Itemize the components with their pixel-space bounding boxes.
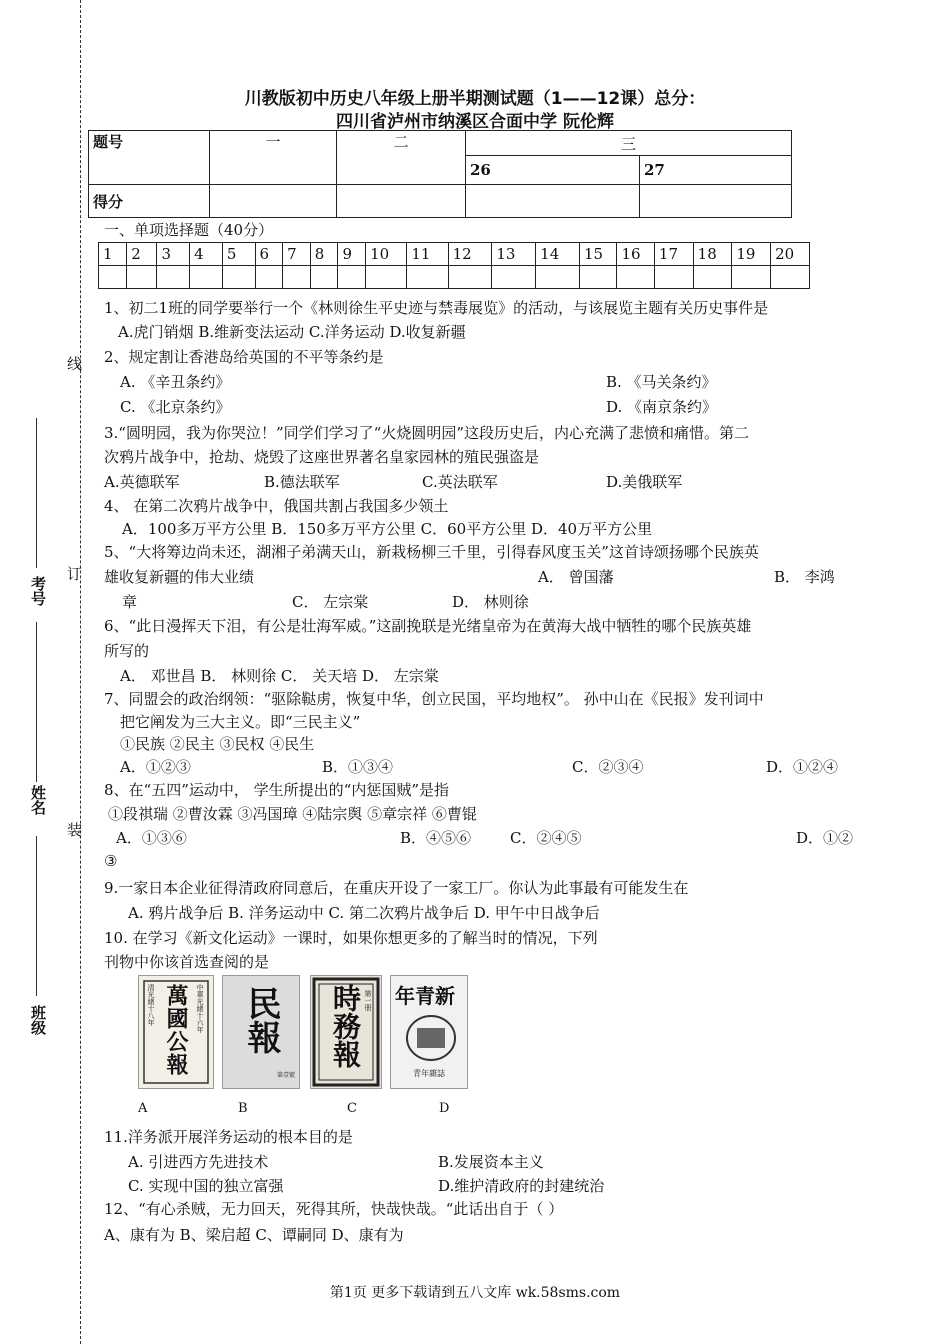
page-subtitle: 四川省泸州市纳溪区合面中学 阮伦辉 — [336, 112, 614, 132]
answer-grid-number: 5 — [222, 243, 255, 266]
answer-grid-blank-cell[interactable] — [617, 266, 654, 289]
poster-d-title: 新青年 — [395, 984, 455, 1008]
answer-grid-number: 10 — [366, 243, 407, 266]
answer-grid-number: 2 — [127, 243, 157, 266]
q3-option-c: C.英法联军 — [422, 473, 498, 491]
answer-grid-blank-cell[interactable] — [310, 266, 338, 289]
answer-grid-number: 16 — [617, 243, 654, 266]
answer-grid-number: 1 — [99, 243, 127, 266]
q3-stem-line2: 次鸦片战争中，抢劫、烧毁了这座世界著名皇家园林的殖民强盗是 — [104, 448, 540, 466]
q11-option-b: B.发展资本主义 — [438, 1153, 544, 1171]
q10-stem-line2: 刊物中你该首选查阅的是 — [104, 953, 270, 971]
poster-a-title: 萬國公報 — [163, 984, 189, 1076]
score-cell-26[interactable] — [466, 185, 640, 218]
answer-grid-number: 13 — [492, 243, 536, 266]
q11-option-a: A. 引进西方先进技术 — [128, 1153, 269, 1171]
score-table-col-26: 26 — [466, 156, 640, 185]
q4-stem: 4、 在第二次鸦片战争中，俄国共割占我国多少领土 — [104, 497, 449, 515]
page-title: 川教版初中历史八年级上册半期测试题（1——12课）总分： — [244, 89, 706, 109]
answer-grid-number: 12 — [448, 243, 492, 266]
q8-option-d: D．①② — [796, 829, 854, 847]
answer-grid-number: 3 — [157, 243, 190, 266]
q5-stem-line1: 5、“大将筹边尚未还，湖湘子弟满天山，新栽杨柳三千里，引得春风度玉关”这首诗颂扬哪个民族英 — [104, 543, 759, 561]
poster-b-title: 民報 — [241, 986, 281, 1054]
banji-label: 班级 — [29, 1005, 47, 1035]
q3-option-d: D.美俄联军 — [606, 473, 683, 491]
poster-d-sub: 青年雜誌 — [413, 1069, 445, 1078]
q2-option-c: C. 《北京条约》 — [120, 398, 231, 416]
q12-options: A、康有为 B、梁启超 C、谭嗣同 D、康有为 — [104, 1226, 404, 1244]
q7-items: ①民族 ②民主 ③民权 ④民生 — [120, 735, 315, 753]
q7-option-a: A．①②③ — [120, 758, 191, 776]
q10-label-d: D — [439, 1101, 450, 1116]
q12-stem: 12、“有心杀贼，无力回天，死得其所，快哉快哉。“此话出自于（ ） — [104, 1200, 564, 1218]
q8-option-a: A．①③⑥ — [116, 829, 187, 847]
q3-stem-line1: 3.“圆明园，我为你哭泣！”同学们学习了“火烧圆明园”这段历史后，内心充满了悲愤和痛惜。第二 — [104, 424, 749, 442]
answer-grid-number: 6 — [255, 243, 283, 266]
q11-option-d: D.维护清政府的封建统治 — [438, 1177, 605, 1195]
q5-option-d: D． 林则徐 — [452, 593, 529, 611]
q10-label-a: A — [138, 1101, 148, 1116]
q7-stem-line1: 7、同盟会的政治纲领：“驱除鞑虏，恢复中华，创立民国，平均地权”。 孙中山在《民报》发刊词中 — [104, 690, 764, 708]
answer-grid-blank-row — [99, 266, 810, 289]
q6-stem-line1: 6、“此日漫挥天下泪，有公是壮海军威。”这副挽联是光绪皇帝为在黄海大战中牺牲的哪个民族英雄 — [104, 617, 752, 635]
q11-option-c: C. 实现中国的独立富强 — [128, 1177, 284, 1195]
q4-options: A．100多万平方公里 B．150多万平方公里 C．60平方公里 D．40万平方公里 — [122, 520, 653, 538]
answer-grid-number-row — [99, 243, 810, 266]
answer-grid-blank-cell[interactable] — [536, 266, 580, 289]
xingming-blank-line — [36, 836, 37, 996]
answer-grid-blank-cell[interactable] — [407, 266, 448, 289]
answer-grid-number: 17 — [654, 243, 693, 266]
answer-grid-number: 19 — [732, 243, 771, 266]
answer-grid-number: 14 — [536, 243, 580, 266]
xingming-label: 姓名 — [29, 785, 47, 815]
score-table-tihao: 题号 — [89, 131, 210, 185]
score-cell-er[interactable] — [337, 185, 466, 218]
score-cell-yi[interactable] — [210, 185, 337, 218]
score-table-col-san: 三 — [466, 131, 792, 156]
score-table-col-yi: 一 — [210, 131, 337, 185]
answer-grid-blank-cell[interactable] — [448, 266, 492, 289]
answer-grid-blank-cell[interactable] — [654, 266, 693, 289]
q8-option-c: C．②④⑤ — [510, 829, 582, 847]
q10-stem-line1: 10. 在学习《新文化运动》一课时，如果你想更多的了解当时的情况，下列 — [104, 929, 598, 947]
score-cell-27[interactable] — [640, 185, 792, 218]
q1-stem: 1、初二1班的同学要举行一个《林则徐生平史迹与禁毒展览》的活动，与该展览主题有关历史事件是 — [104, 299, 769, 317]
answer-grid-blank-cell[interactable] — [127, 266, 157, 289]
q5-option-b: B． 李鸿 — [774, 568, 835, 586]
answer-grid-number: 18 — [693, 243, 732, 266]
q11-stem: 11.洋务派开展洋务运动的根本目的是 — [104, 1128, 353, 1146]
q10-label-b: B — [238, 1101, 248, 1116]
answer-grid-blank-cell[interactable] — [190, 266, 223, 289]
q2-option-d: D. 《南京条约》 — [606, 398, 718, 416]
poster-a-side-2: 中華光緒十六年 — [196, 984, 204, 1033]
answer-grid-number: 8 — [310, 243, 338, 266]
binding-label-ding: 订 — [65, 566, 83, 581]
binding-label-xian: 线 — [65, 356, 83, 371]
q7-stem-line2: 把它阐发为三大主义。即“三民主义” — [120, 713, 361, 731]
q8-option-d-cont: ③ — [104, 852, 118, 870]
score-table-col-27: 27 — [640, 156, 792, 185]
poster-c-shiwubao — [310, 975, 382, 1089]
poster-c-side: 第一册 — [364, 990, 372, 1011]
answer-grid-number: 4 — [190, 243, 223, 266]
q3-option-a: A.英德联军 — [104, 473, 180, 491]
answer-grid-number: 7 — [283, 243, 311, 266]
score-table — [88, 130, 792, 218]
kaohao-blank-line — [36, 418, 37, 568]
q7-option-d: D．①②④ — [766, 758, 839, 776]
score-table-col-er: 二 — [337, 131, 466, 185]
answer-grid-blank-cell[interactable] — [222, 266, 255, 289]
answer-grid — [98, 242, 810, 289]
q5-option-a: A． 曾国藩 — [538, 568, 614, 586]
q1-options: A.虎门销烟 B.维新变法运动 C.洋务运动 D.收复新疆 — [118, 323, 466, 341]
q5-stem-line2: 雄收复新疆的伟大业绩 — [104, 568, 255, 586]
binding-dashed-line — [80, 0, 81, 1344]
q8-items: ①段祺瑞 ②曹汝霖 ③冯国璋 ④陆宗舆 ⑤章宗祥 ⑥曹锟 — [108, 805, 477, 823]
q7-option-b: B．①③④ — [322, 758, 394, 776]
poster-d-xinqingnian — [390, 975, 468, 1089]
answer-grid-blank-cell[interactable] — [99, 266, 127, 289]
section1-title: 一、单项选择题（40分） — [104, 221, 274, 239]
answer-grid-blank-cell[interactable] — [771, 266, 810, 289]
score-table-defen: 得分 — [89, 185, 210, 218]
poster-a-side-1: 清光緒十八年 — [147, 984, 155, 1026]
answer-grid-blank-cell[interactable] — [157, 266, 190, 289]
poster-b-sub: 第壹號 — [277, 1072, 296, 1079]
answer-grid-number: 15 — [579, 243, 616, 266]
answer-grid-blank-cell[interactable] — [579, 266, 616, 289]
q5-option-b-cont: 章 — [122, 593, 138, 611]
answer-grid-number: 20 — [771, 243, 810, 266]
answer-grid-blank-cell[interactable] — [366, 266, 407, 289]
q8-option-b: B．④⑤⑥ — [400, 829, 472, 847]
q2-stem: 2、规定割让香港岛给英国的不平等条约是 — [104, 348, 384, 366]
q9-options: A. 鸦片战争后 B. 洋务运动中 C. 第二次鸦片战争后 D. 甲午中日战争后 — [128, 904, 600, 922]
answer-grid-blank-cell[interactable] — [338, 266, 366, 289]
kaohao-blank-line-2 — [36, 622, 37, 782]
q6-options: A． 邓世昌 B． 林则徐 C． 关天培 D． 左宗棠 — [120, 667, 439, 685]
answer-grid-blank-cell[interactable] — [283, 266, 311, 289]
kaohao-label: 考号 — [29, 576, 47, 606]
poster-a-wanguo-gongbao — [138, 975, 214, 1089]
q2-option-b: B. 《马关条约》 — [606, 373, 717, 391]
q2-option-a: A. 《辛丑条约》 — [120, 373, 231, 391]
page-footer: 第1页 更多下载请到五八文库 wk.58sms.com — [329, 1285, 621, 1301]
answer-grid-number: 11 — [407, 243, 448, 266]
answer-grid-blank-cell[interactable] — [492, 266, 536, 289]
q7-option-c: C．②③④ — [572, 758, 644, 776]
poster-c-title: 時務報 — [329, 984, 362, 1068]
q5-option-c: C． 左宗棠 — [292, 593, 369, 611]
answer-grid-number: 9 — [338, 243, 366, 266]
q3-option-b: B.德法联军 — [264, 473, 340, 491]
answer-grid-blank-cell[interactable] — [732, 266, 771, 289]
q8-stem: 8、在“五四”运动中， 学生所提出的“内惩国贼”是指 — [104, 781, 449, 799]
q9-stem: 9.一家日本企业征得清政府同意后，在重庆开设了一家工厂。你认为此事最有可能发生在 — [104, 879, 689, 897]
q6-stem-line2: 所写的 — [104, 642, 150, 660]
binding-label-zhuang: 装 — [65, 822, 83, 837]
q10-label-c: C — [347, 1101, 357, 1116]
answer-grid-blank-cell[interactable] — [693, 266, 732, 289]
answer-grid-blank-cell[interactable] — [255, 266, 283, 289]
poster-b-minbao — [222, 975, 300, 1089]
